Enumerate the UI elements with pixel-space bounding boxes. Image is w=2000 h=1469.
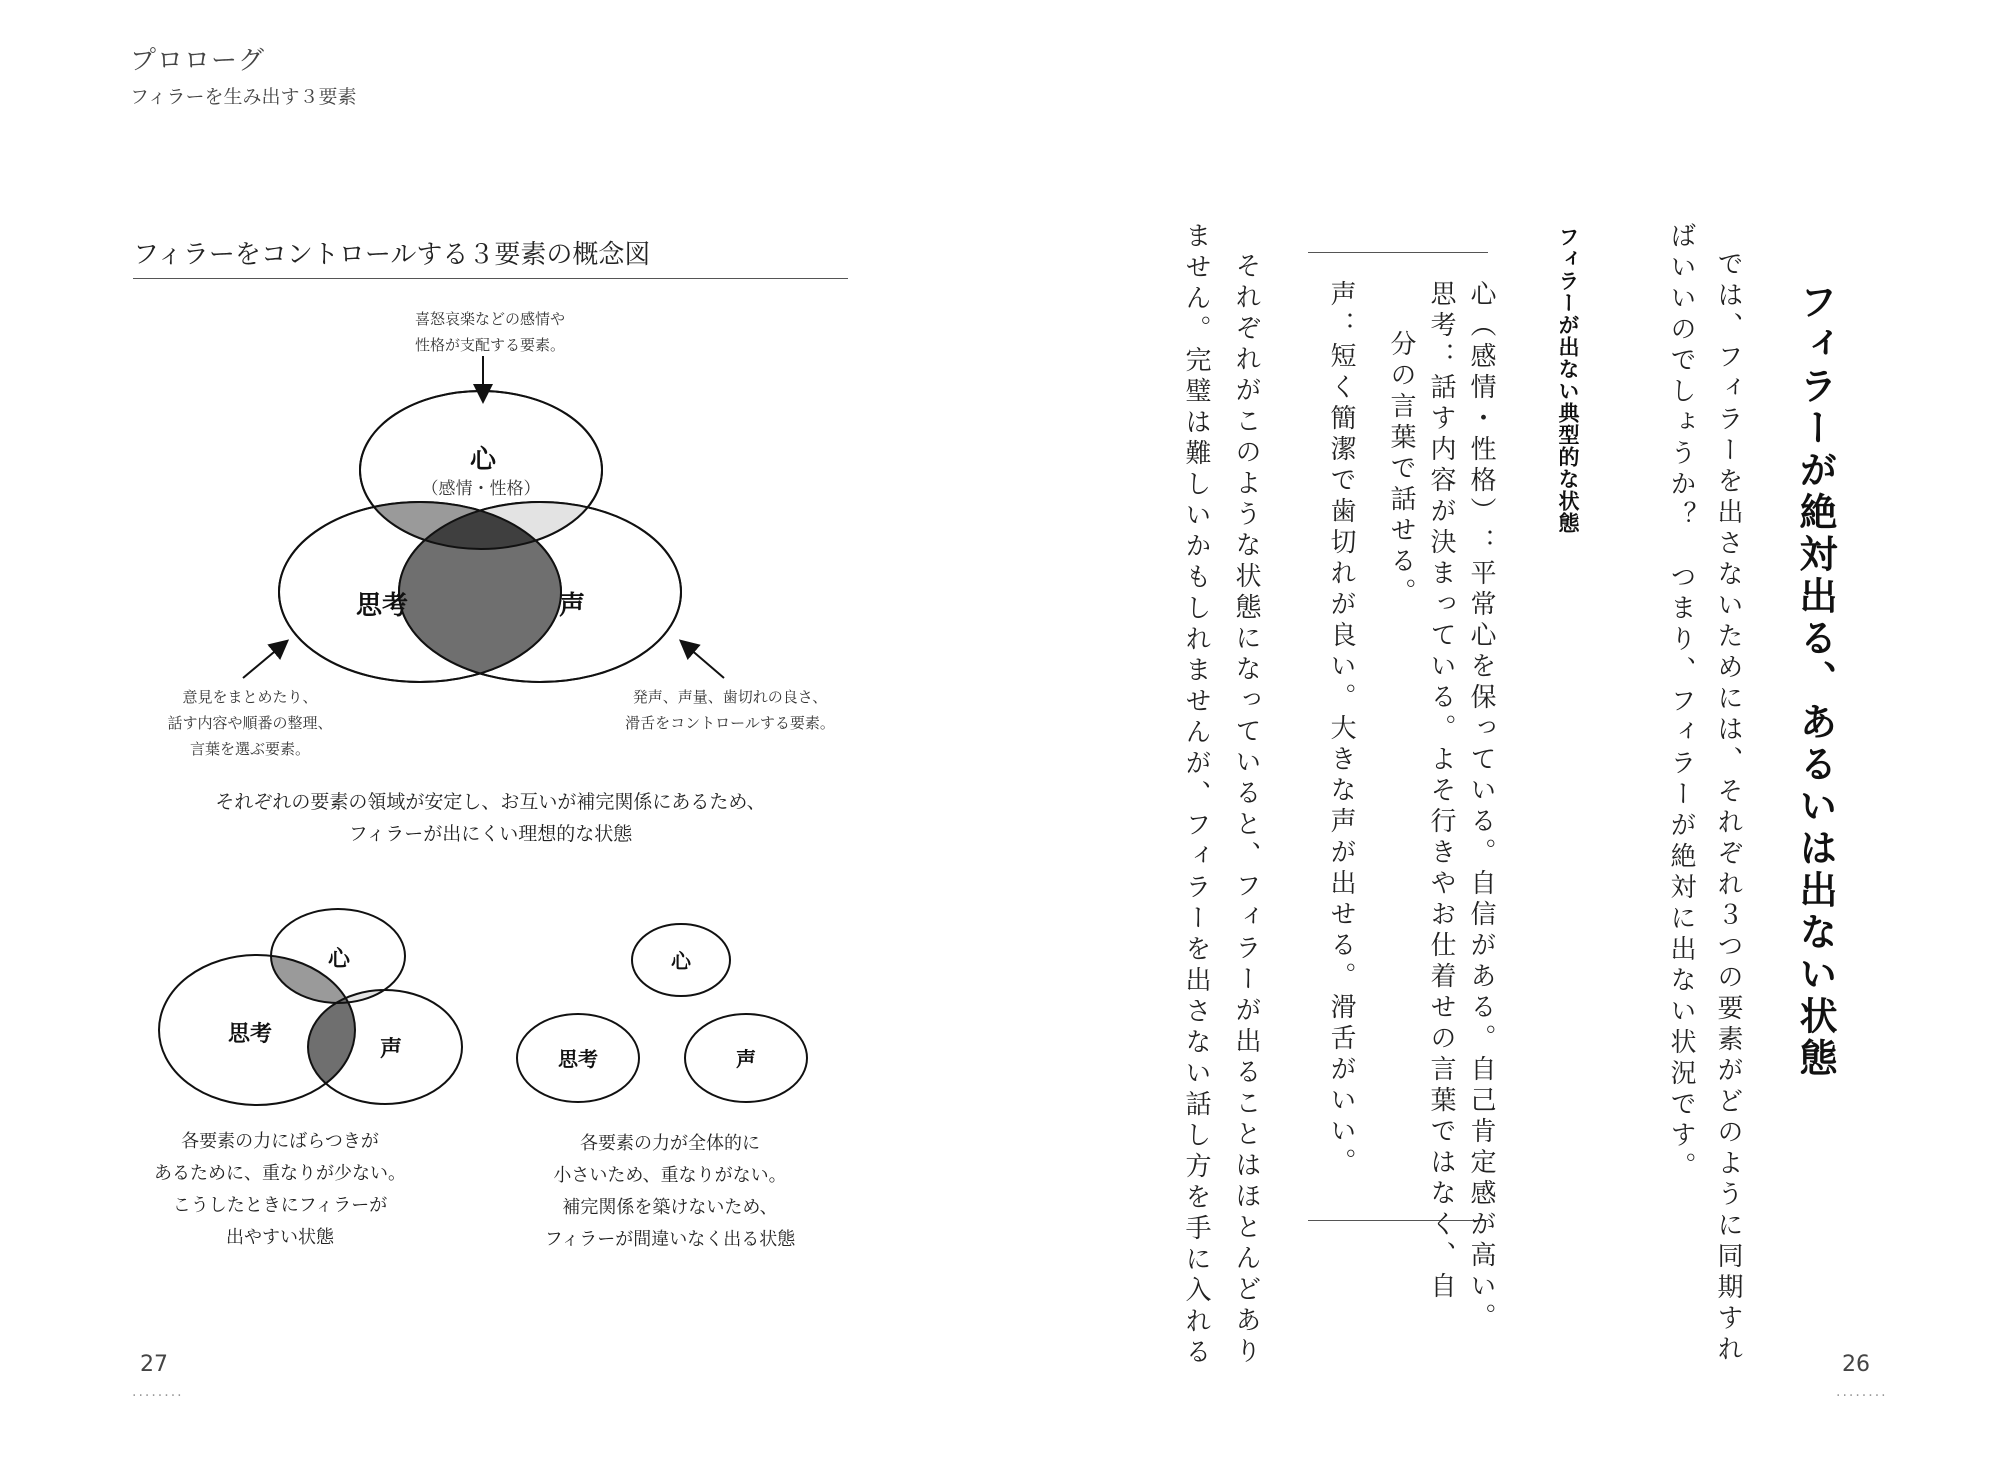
heart-note: 喜怒哀楽などの感情や 性格が支配する要素。 (414, 310, 565, 354)
subheading: フィラーが出ない典型的な状態 (1556, 226, 1580, 534)
page-number-right: 26 (1842, 1352, 1870, 1377)
small-right-caption: 各要素の力が全体的に 小さいため、重なりがない。 補完関係を築けないため、 フィラーが間違いなく出る状態 (544, 1133, 796, 1250)
small-right-thought-label: 思考 (558, 1047, 598, 1071)
box-heart-line: 心（感情・性格）：平常心を保っている。自信がある。自己肯定感が高い。 (1466, 280, 1496, 1334)
paragraph2-column1: それぞれがこのような状態になっていると、フィラーが出ることはほとんどあり (1231, 252, 1261, 1368)
voice-note: 発声、声量、歯切れの良さ、 滑舌をコントロールする要素。 (625, 688, 835, 732)
box-voice-line: 声：短く簡潔で歯切れが良い。大きな声が出せる。滑舌がいい。 (1326, 280, 1356, 1179)
box-thought-line: 思考：話す内容が決まっている。よそ行きやお仕着せの言葉ではなく、自 (1426, 280, 1456, 1303)
chapter-title: プロローグ (130, 46, 266, 76)
small-right-voice-label: 声 (736, 1047, 756, 1071)
thought-note-arrow (243, 642, 286, 678)
heart-label: 心 (469, 445, 497, 475)
small-left-thought-label: 思考 (227, 1022, 273, 1047)
small-left-voice-label: 声 (379, 1037, 403, 1062)
small-left-caption: 各要素の力にばらつきが あるために、重なりが少ない。 こうしたときにフィラーが 出やすい状態 (154, 1131, 406, 1248)
voice-label: 声 (558, 591, 586, 621)
page-dots-right: ........ (1836, 1384, 1888, 1400)
thought-label: 思考 (355, 591, 409, 621)
main-caption: それぞれの要素の領域が安定し、お互いが補完関係にあるため、 フィラーが出にくい理想的な状態 (215, 791, 766, 845)
page-number-left: 27 (140, 1352, 168, 1377)
small-left-heart-label: 心 (327, 947, 351, 972)
small-right-heart-label: 心 (671, 949, 691, 973)
figure-title: フィラーをコントロールする３要素の概念図 (133, 240, 651, 270)
small-right-circles (500, 920, 820, 1110)
paragraph1-column2: ばいいのでしょうか？ つまり、フィラーが絶対に出ない状況です。 (1666, 222, 1696, 1183)
voice-note-arrow (682, 642, 724, 678)
small-left-venn (150, 900, 470, 1120)
paragraph2-column2: ません。完璧は難しいかもしれませんが、フィラーを出さない話し方を手に入れる (1181, 222, 1211, 1369)
heart-sublabel: （感情・性格） (421, 479, 541, 499)
box-thought-line-cont: 分の言葉で話せる。 (1386, 330, 1416, 609)
thought-note: 意見をまとめたり、 話す内容や順番の整理、 言葉を選ぶ要素。 (167, 688, 333, 758)
paragraph1-column1: では、フィラーを出さないためには、それぞれ３つの要素がどのように同期すれ (1713, 250, 1743, 1366)
page-dots-left: ........ (132, 1384, 184, 1400)
main-heading: フィラーが絶対出る、あるいは出ない状態 (1793, 282, 1837, 1080)
box-top-rule (1308, 252, 1488, 253)
section-title: フィラーを生み出す３要素 (130, 86, 357, 108)
